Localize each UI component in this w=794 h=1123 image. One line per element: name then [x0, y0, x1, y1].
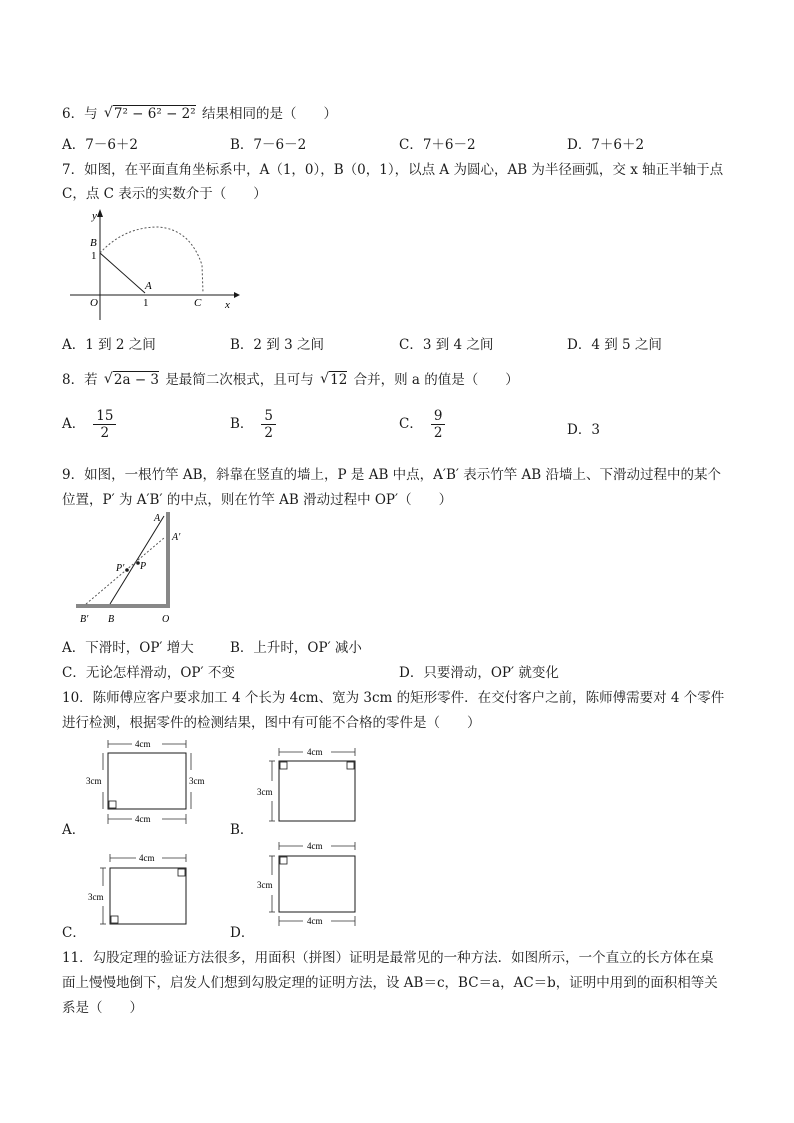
q7-option-c: C．3 到 4 之间 — [399, 337, 494, 353]
q6-stem — [62, 102, 337, 122]
q8-option-a-fraction — [93, 408, 116, 441]
q7-tick-x: 1 — [143, 297, 149, 309]
q10-part-b — [255, 745, 365, 825]
q10-part-c — [86, 848, 196, 928]
q8-stem — [62, 368, 519, 388]
q7-stem-line2: C，点 C 表示的实数介于（ ） — [62, 186, 267, 202]
q8-option-d-label: D． — [567, 422, 592, 438]
q6-option-c: C．7＋6－2 — [399, 137, 476, 153]
q9-label-b-prime: B′ — [80, 614, 89, 625]
q8-radicand-2: 12 — [330, 372, 348, 388]
q7-figure — [62, 205, 242, 323]
q9-label-b: B — [108, 614, 115, 625]
q9-option-b: B．上升时，OP′ 减小 — [230, 640, 362, 656]
q8-option-c-num: 9 — [431, 408, 446, 425]
q10-stem-line1: 10．陈师傅应客户要求加工 4 个长为 4cm、宽为 3cm 的矩形零件．在交付客户之前，陈师傅需要对 4 个零件 — [62, 690, 725, 706]
q9-label-o: O — [162, 614, 170, 625]
q8-option-d — [567, 418, 600, 438]
q8-option-b-fraction — [261, 408, 276, 441]
q10-a-top-label: 4cm — [135, 739, 151, 749]
q9-figure — [72, 508, 192, 628]
q8-option-d-value: 3 — [591, 422, 600, 438]
q6-radical: √ 7² − 6² − 2² — [103, 105, 196, 122]
q7-tick-y: 1 — [91, 250, 97, 262]
q7-label-a: A — [145, 280, 152, 292]
q9-floor — [76, 604, 170, 608]
q9-stem-line2: 位置，P′ 为 A′B′ 的中点，则在竹竿 AB 滑动过程中 OP′（ ） — [62, 492, 453, 508]
q9-point-p-prime — [125, 568, 129, 572]
q8-option-c-fraction — [431, 408, 446, 441]
q9-label-p-prime: P′ — [116, 563, 125, 574]
q9-rod-ab-prime — [86, 538, 164, 604]
q8-option-a — [62, 408, 116, 441]
q7-label-x: x — [225, 299, 230, 311]
q8-option-a-den: 2 — [100, 425, 110, 441]
q8-option-b-num: 5 — [261, 408, 276, 425]
q10-a-right-label: 3cm — [189, 776, 205, 786]
q7-label-c: C — [194, 297, 202, 309]
q10-stem-line2: 进行检测，根据零件的检测结果，图中有可能不合格的零件是（ ） — [62, 715, 481, 731]
q10-option-d: D． — [230, 925, 255, 941]
q8-stem-prefix: 8．若 — [62, 372, 98, 388]
q8-option-b — [230, 408, 276, 441]
q10-part-a — [86, 736, 216, 828]
q8-radicand-1: 2a − 3 — [113, 372, 160, 388]
q6-option-d: D．7＋6＋2 — [567, 137, 645, 153]
q8-option-c-label: C． — [399, 416, 423, 432]
q8-radical-2: √ 12 — [320, 371, 348, 388]
q8-option-a-num: 15 — [93, 408, 116, 425]
q9-option-c: C．无论怎样滑动，OP′ 不变 — [62, 665, 235, 681]
q7-option-d: D．4 到 5 之间 — [567, 337, 662, 353]
q10-c-left-label: 3cm — [88, 892, 104, 902]
q7-y-arrow — [97, 209, 103, 217]
q9-label-a: A — [154, 513, 161, 524]
q6-stem-suffix: 结果相同的是（ ） — [201, 106, 337, 122]
q9-label-a-prime: A′ — [172, 532, 181, 543]
q9-stem-line1: 9．如图，一根竹竿 AB，斜靠在竖直的墙上，P 是 AB 中点，A′B′ 表示竹竿 AB 沿墙上、下滑动过程中的某个 — [62, 467, 722, 483]
q8-option-b-label: B． — [230, 416, 254, 432]
q7-label-y: y — [92, 210, 97, 222]
q10-part-d — [255, 838, 365, 930]
q8-option-c — [399, 408, 445, 441]
q10-a-bottom-label: 4cm — [135, 814, 151, 824]
q7-x-arrow — [234, 292, 240, 298]
q10-b-top-label: 4cm — [307, 747, 323, 757]
q7-option-a: A．1 到 2 之间 — [62, 337, 156, 353]
q10-d-left-label: 3cm — [257, 880, 273, 890]
q9-option-d: D．只要滑动，OP′ 就变化 — [399, 665, 559, 681]
q8-stem-suffix: 合并，则 a 的值是（ ） — [353, 372, 519, 388]
q8-option-b-den: 2 — [264, 425, 274, 441]
q6-radicand: 7² − 6² − 2² — [113, 106, 196, 122]
q10-c-top-label: 4cm — [139, 853, 155, 863]
q10-d-top-label: 4cm — [307, 841, 323, 851]
q6-option-a: A．7－6＋2 — [62, 137, 139, 153]
q7-label-b: B — [90, 237, 97, 249]
q7-segment-ab — [100, 253, 145, 293]
q7-option-b: B．2 到 3 之间 — [230, 337, 324, 353]
q6-stem-prefix: 6．与 — [62, 106, 98, 122]
q10-a-left-label: 3cm — [86, 776, 102, 786]
q11-stem-line3: 系是（ ） — [62, 1000, 143, 1016]
q7-stem-line1: 7．如图，在平面直角坐标系中，A（1，0），B（0，1），以点 A 为圆心，AB 为半径画弧，交 x 轴正半轴于点 — [62, 162, 724, 178]
q11-stem-line1: 11．勾股定理的验证方法很多，用面积（拼图）证明是最常见的一种方法．如图所示，一个直立的长方体在桌 — [62, 950, 714, 966]
q10-option-c: C． — [62, 925, 86, 941]
q8-stem-mid: 是最简二次根式，且可与 — [165, 372, 314, 388]
q11-stem-line2: 面上慢慢地倒下，启发人们想到勾股定理的证明方法，设 AB＝c，BC＝a，AC＝b，证明中用到的面积相等关 — [62, 975, 718, 991]
q9-rod-ab — [110, 516, 164, 604]
q9-wall — [166, 512, 170, 608]
q9-option-a: A．下滑时，OP′ 增大 — [62, 640, 194, 656]
q10-b-left-label: 3cm — [257, 787, 273, 797]
q8-radical-1: √ 2a − 3 — [103, 371, 160, 388]
q9-label-p: P — [140, 561, 147, 572]
q10-option-a: A． — [62, 822, 86, 838]
q6-option-b: B．7－6－2 — [230, 137, 307, 153]
q8-option-a-label: A． — [62, 416, 86, 432]
q10-d-bottom-label: 4cm — [307, 916, 323, 926]
q8-option-c-den: 2 — [433, 425, 443, 441]
q10-option-b: B． — [230, 822, 254, 838]
q7-label-o: O — [90, 297, 98, 309]
